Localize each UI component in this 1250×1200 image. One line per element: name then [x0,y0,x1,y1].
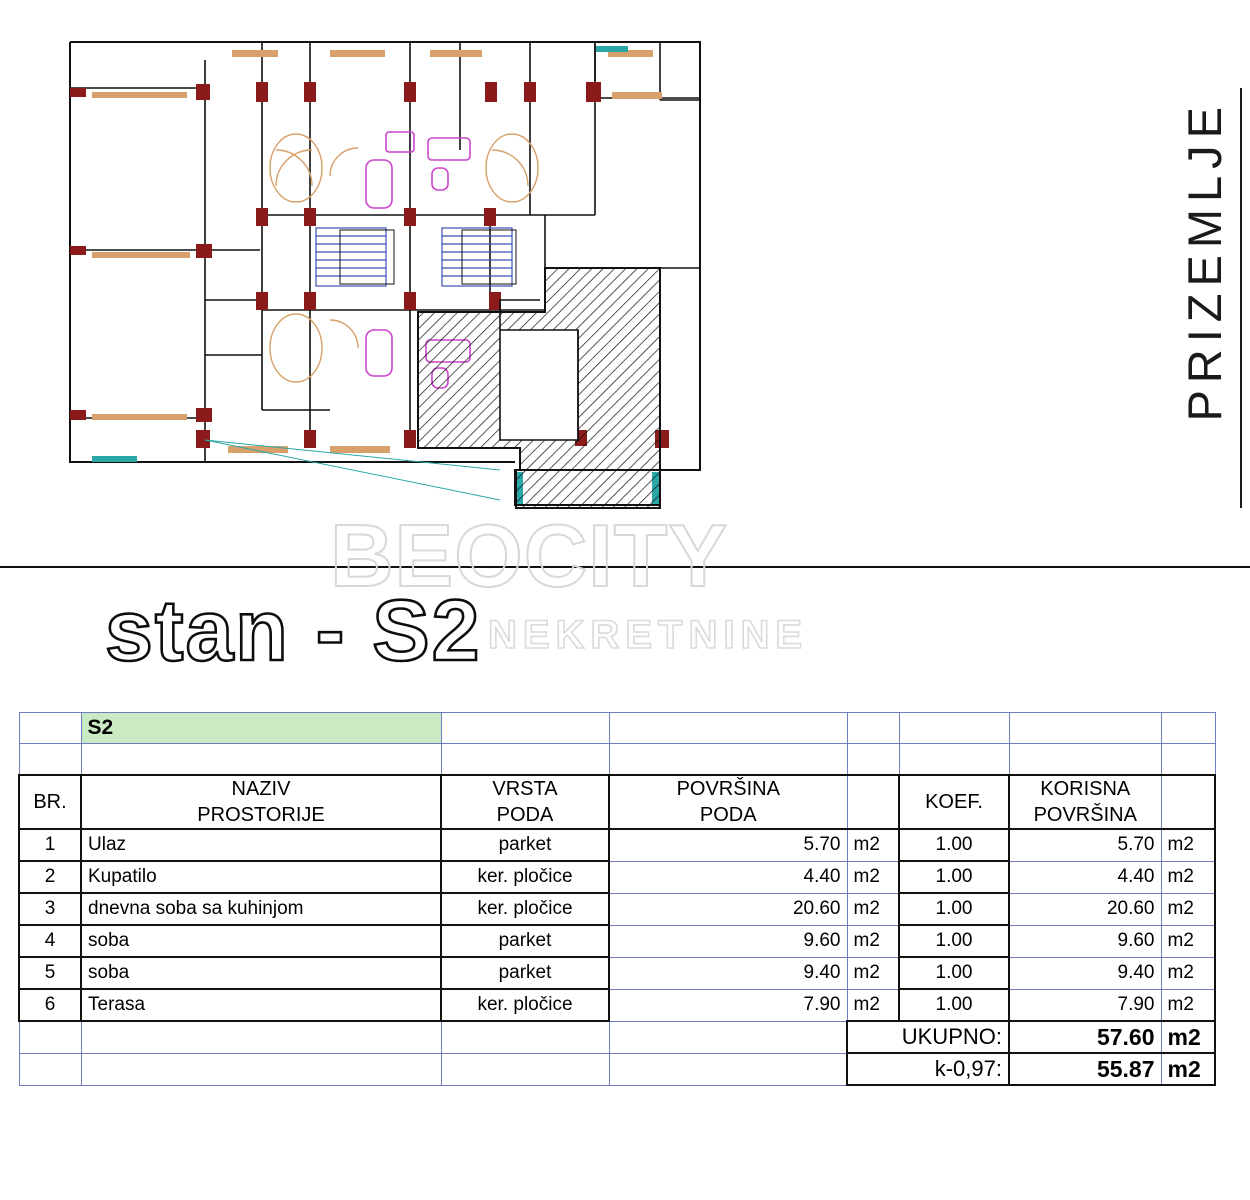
cell-povrsina-unit: m2 [847,829,899,861]
highlighted-apartment-s2 [418,268,660,508]
header-povrsina-unit [847,775,899,829]
unit-tag: S2 [81,713,441,744]
table-total-row [19,1021,1215,1053]
header-naziv-line1: NAZIV [231,778,291,800]
cell-korisna: 20.60 [1009,893,1161,925]
cell-povrsina-unit: m2 [847,957,899,989]
cell-naziv: soba [81,925,441,957]
table-row [19,957,1215,989]
cell-koef: 1.00 [899,957,1009,989]
cell-vrsta: parket [441,957,609,989]
cell-br: 2 [19,861,81,893]
room-schedule-table [18,712,1214,1086]
floor-label: PRIZEMLJE [1178,100,1231,422]
cell-korisna: 5.70 [1009,829,1161,861]
cell-povrsina: 5.70 [609,829,847,861]
total-label: UKUPNO: [847,1021,1009,1053]
cell-blank [81,1021,441,1053]
header-vrsta-line2: PODA [496,804,554,826]
watermark-brand: BEOCITY [330,506,729,605]
cell-vrsta: ker. pločice [441,861,609,893]
total-unit: m2 [1161,1021,1215,1053]
table-body [19,829,1215,1021]
cell-naziv: dnevna soba sa kuhinjom [81,893,441,925]
table-row [19,829,1215,861]
total-unit: m2 [1161,1053,1215,1085]
unit-tag-row [19,713,1215,744]
cell-blank [609,744,847,776]
table-total-row [19,1053,1215,1085]
spacer-row [19,744,1215,776]
table-row [19,989,1215,1021]
cell-blank [1161,744,1215,776]
cell-povrsina: 20.60 [609,893,847,925]
cell-br: 3 [19,893,81,925]
cell-blank [19,744,81,776]
cell-blank [81,744,441,776]
cell-korisna: 4.40 [1009,861,1161,893]
cell-naziv: soba [81,957,441,989]
cell-vrsta: ker. pločice [441,893,609,925]
total-label: k-0,97: [847,1053,1009,1085]
cell-blank [441,713,609,744]
floor-label-rule [1240,88,1242,508]
cell-povrsina-unit: m2 [847,989,899,1021]
header-vrsta [441,775,609,829]
cell-povrsina: 7.90 [609,989,847,1021]
cell-korisna: 9.60 [1009,925,1161,957]
header-naziv [81,775,441,829]
cell-vrsta: ker. pločice [441,989,609,1021]
cell-povrsina: 4.40 [609,861,847,893]
cell-naziv: Ulaz [81,829,441,861]
cell-blank [441,1053,609,1085]
floor-plan-drawing [0,0,1250,565]
cell-povrsina-unit: m2 [847,925,899,957]
cell-blank [1009,713,1161,744]
header-vrsta-line1: VRSTA [492,778,558,800]
header-korisna-unit [1161,775,1215,829]
cell-koef: 1.00 [899,989,1009,1021]
cell-blank [441,1021,609,1053]
section-divider [0,566,1250,568]
cell-naziv: Kupatilo [81,861,441,893]
cell-korisna-unit: m2 [1161,925,1215,957]
cell-koef: 1.00 [899,893,1009,925]
watermark-tagline: NEKRETNINE [488,613,809,657]
cell-korisna-unit: m2 [1161,893,1215,925]
cell-vrsta: parket [441,925,609,957]
header-povrsina-line2: PODA [699,804,757,826]
total-value: 55.87 [1009,1053,1161,1085]
table-row [19,925,1215,957]
header-naziv-line2: PROSTORIJE [197,804,325,826]
cell-povrsina: 9.40 [609,957,847,989]
table-header-row [19,775,1215,829]
cell-korisna-unit: m2 [1161,829,1215,861]
cell-koef: 1.00 [899,925,1009,957]
cell-blank [1161,713,1215,744]
cell-blank [19,713,81,744]
cell-blank [847,744,899,776]
cell-br: 6 [19,989,81,1021]
cell-blank [847,713,899,744]
floor-plan-area [0,0,1250,565]
cell-blank [899,713,1009,744]
header-povrsina-line1: POVRŠINA [676,778,780,800]
cell-blank [609,1053,847,1085]
cell-blank [1009,744,1161,776]
cell-blank [899,744,1009,776]
cell-blank [19,1021,81,1053]
cell-blank [609,713,847,744]
cell-korisna-unit: m2 [1161,989,1215,1021]
cell-br: 5 [19,957,81,989]
header-koef: KOEF. [899,775,1009,829]
header-br: BR. [19,775,81,829]
cell-povrsina: 9.60 [609,925,847,957]
table-row [19,893,1215,925]
cell-br: 4 [19,925,81,957]
cell-koef: 1.00 [899,861,1009,893]
header-korisna-line1: KORISNA [1040,778,1131,800]
cell-korisna-unit: m2 [1161,957,1215,989]
header-povrsina [609,775,847,829]
cell-br: 1 [19,829,81,861]
cell-povrsina-unit: m2 [847,893,899,925]
cell-povrsina-unit: m2 [847,861,899,893]
cell-vrsta: parket [441,829,609,861]
staircase [316,228,512,286]
page-title: stan - S2 [105,583,482,679]
table-totals [19,1021,1215,1085]
cell-blank [19,1053,81,1085]
cell-blank [609,1021,847,1053]
cell-korisna: 7.90 [1009,989,1161,1021]
cell-blank [441,744,609,776]
total-value: 57.60 [1009,1021,1161,1053]
cell-koef: 1.00 [899,829,1009,861]
cell-naziv: Terasa [81,989,441,1021]
cell-korisna-unit: m2 [1161,861,1215,893]
cell-blank [81,1053,441,1085]
cell-korisna: 9.40 [1009,957,1161,989]
header-korisna-line2: POVRŠINA [1033,804,1137,826]
table-row [19,861,1215,893]
header-korisna [1009,775,1161,829]
